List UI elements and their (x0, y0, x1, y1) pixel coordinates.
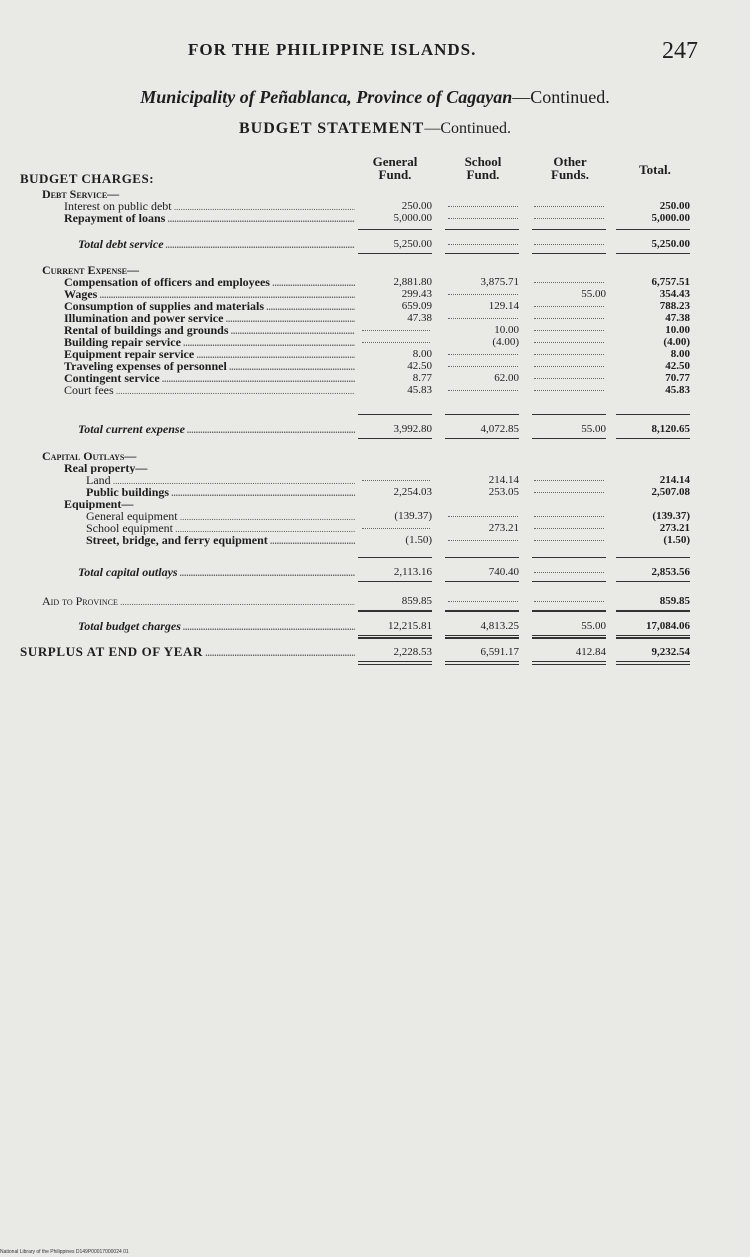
table-row (20, 200, 700, 212)
empty-cell-leader (534, 516, 604, 517)
row-label: Equipment— (64, 498, 134, 510)
sum-rule (445, 438, 519, 439)
cell-gen: 2,113.16 (393, 566, 432, 578)
cell-sch: 129.14 (488, 300, 519, 312)
sum-rule (532, 414, 606, 415)
cell-tot: 250.00 (659, 200, 690, 212)
empty-cell-leader (362, 342, 430, 343)
row-label: Debt Service— (42, 188, 120, 200)
cell-gen: 2,254.03 (393, 486, 432, 498)
cell-tot: 70.77 (665, 372, 690, 384)
column-header-other-funds: Other Funds. (551, 154, 589, 182)
sum-rule (445, 557, 519, 558)
sum-rule (532, 581, 606, 582)
empty-cell-leader (534, 318, 604, 319)
cell-sch: 4,072.85 (480, 423, 519, 435)
cell-sch: 253.05 (488, 486, 519, 498)
table-row (20, 423, 700, 435)
cell-sch: 4,813.25 (480, 620, 519, 632)
empty-cell-leader (534, 378, 604, 379)
row-label: BUDGET CHARGES: (20, 173, 155, 185)
cell-tot: 9,232.54 (651, 646, 690, 658)
sum-rule (358, 414, 432, 415)
sum-rule (532, 661, 606, 662)
row-label: Total debt service ..... (78, 238, 355, 251)
cell-tot: 47.38 (665, 312, 690, 324)
empty-cell-leader (534, 480, 604, 481)
sum-rule (445, 253, 519, 254)
cell-tot: 10.00 (665, 324, 690, 336)
cell-gen: 5,000.00 (393, 212, 432, 224)
sum-rule (358, 253, 432, 254)
cell-tot: 354.43 (659, 288, 690, 300)
empty-cell-leader (362, 480, 430, 481)
table-row (20, 300, 700, 312)
sum-rule (532, 635, 606, 636)
running-head: FOR THE PHILIPPINE ISLANDS. (188, 40, 477, 59)
sum-rule (358, 581, 432, 582)
empty-cell-leader (448, 540, 518, 541)
section-title (0, 120, 750, 138)
sum-rule (445, 611, 519, 612)
municipality-name: Municipality of Peñablanca, Province of Cagayan (140, 87, 513, 107)
table-row (20, 474, 700, 486)
row-label: Total current expense ..... (78, 423, 355, 436)
empty-cell-leader (448, 294, 518, 295)
section-title-suffix: —Continued. (424, 120, 512, 137)
table-row (20, 188, 700, 200)
municipality-subtitle (0, 87, 750, 108)
column-header-school-fund: School Fund. (464, 154, 502, 182)
table-row (20, 384, 700, 396)
empty-cell-leader (534, 390, 604, 391)
table-row (20, 566, 700, 578)
sum-rule (358, 229, 432, 230)
column-header-general-fund: General Fund. (372, 154, 418, 182)
empty-cell-leader (448, 244, 518, 245)
row-label: Wages ..... (64, 288, 355, 301)
sum-rule (616, 438, 690, 439)
cell-tot: 788.23 (659, 300, 690, 312)
cell-sch: 6,591.17 (480, 646, 519, 658)
cell-gen: 3,992.80 (393, 423, 432, 435)
cell-tot: 17,084.06 (646, 620, 690, 632)
sum-rule (358, 637, 432, 638)
cell-tot: 8.00 (670, 348, 690, 360)
table-row (20, 348, 700, 360)
sum-rule (616, 557, 690, 558)
cell-tot: 5,250.00 (651, 238, 690, 250)
cell-gen: (1.50) (405, 534, 432, 546)
cell-oth: 55.00 (581, 423, 606, 435)
row-label: Interest on public debt ..... (64, 200, 355, 213)
cell-tot: 5,000.00 (651, 212, 690, 224)
row-label: Court fees ..... (64, 384, 355, 397)
sum-rule (532, 229, 606, 230)
page-header (0, 38, 750, 68)
cell-tot: (4.00) (663, 336, 690, 348)
row-label: Contingent service ..... (64, 372, 355, 385)
table-row (20, 620, 700, 632)
empty-cell-leader (448, 354, 518, 355)
cell-gen: 8.77 (412, 372, 432, 384)
cell-sch: 3,875.71 (480, 276, 519, 288)
table-row (20, 276, 700, 288)
sum-rule (358, 661, 432, 662)
empty-cell-leader (534, 354, 604, 355)
empty-cell-leader (448, 318, 518, 319)
double-rule (445, 664, 519, 665)
sum-rule (445, 581, 519, 582)
cell-gen: 250.00 (401, 200, 432, 212)
cell-tot: (1.50) (663, 534, 690, 546)
table-row (20, 264, 700, 276)
table-row (20, 486, 700, 498)
cell-oth: 412.84 (575, 646, 606, 658)
row-label: Street, bridge, and ferry equipment ..... (86, 534, 355, 547)
empty-cell-leader (534, 528, 604, 529)
empty-cell-leader (534, 306, 604, 307)
cell-tot: 2,507.08 (651, 486, 690, 498)
sum-rule (358, 557, 432, 558)
table-row (20, 498, 700, 510)
sum-rule (358, 611, 432, 612)
table-row (20, 450, 700, 462)
sum-rule (532, 637, 606, 638)
row-label: Aid to Province ..... (42, 595, 355, 608)
sum-rule (532, 557, 606, 558)
row-label: Illumination and power service ..... (64, 312, 355, 325)
cell-sch: 214.14 (488, 474, 519, 486)
empty-cell-leader (534, 330, 604, 331)
table-row (20, 534, 700, 546)
cell-tot: 42.50 (665, 360, 690, 372)
row-label: Building repair service ..... (64, 336, 355, 349)
sum-rule (445, 414, 519, 415)
empty-cell-leader (534, 492, 604, 493)
table-row (20, 336, 700, 348)
cell-gen: 5,250.00 (393, 238, 432, 250)
cell-gen: 2,881.80 (393, 276, 432, 288)
sum-rule (532, 438, 606, 439)
cell-gen: 42.50 (407, 360, 432, 372)
table-row (20, 173, 700, 185)
cell-sch: 740.40 (488, 566, 519, 578)
scan-credit: National Library of the Philippines D149P00017000024 01 (0, 1249, 129, 1255)
row-label: Compensation of officers and employees ..... (64, 276, 355, 289)
empty-cell-leader (534, 342, 604, 343)
sum-rule (532, 611, 606, 612)
cell-oth: 55.00 (581, 288, 606, 300)
cell-tot: 45.83 (665, 384, 690, 396)
sum-rule (616, 229, 690, 230)
empty-cell-leader (534, 540, 604, 541)
double-rule (532, 664, 606, 665)
sum-rule (358, 438, 432, 439)
sum-rule (445, 229, 519, 230)
row-label: Public buildings ..... (86, 486, 355, 499)
table-row (20, 646, 700, 658)
double-rule (616, 638, 690, 639)
row-label: Repayment of loans ..... (64, 212, 355, 225)
cell-tot: 2,853.56 (651, 566, 690, 578)
cell-gen: 8.00 (412, 348, 432, 360)
cell-tot: 8,120.65 (651, 423, 690, 435)
table-row (20, 595, 700, 607)
sum-rule (532, 253, 606, 254)
cell-oth: 55.00 (581, 620, 606, 632)
table-row (20, 510, 700, 522)
empty-cell-leader (534, 366, 604, 367)
row-label: Rental of buildings and grounds ..... (64, 324, 355, 337)
row-label: General equipment ..... (86, 510, 355, 523)
row-label: Current Expense— (42, 264, 140, 276)
double-rule (616, 664, 690, 665)
table-row (20, 312, 700, 324)
empty-cell-leader (448, 206, 518, 207)
row-label: Real property— (64, 462, 148, 474)
empty-cell-leader (448, 601, 518, 602)
empty-cell-leader (534, 572, 604, 573)
sum-rule (616, 414, 690, 415)
section-title-caps: BUDGET STATEMENT (238, 120, 425, 137)
sum-rule (616, 253, 690, 254)
cell-gen: 12,215.81 (388, 620, 432, 632)
sum-rule (616, 611, 690, 612)
subtitle-suffix: —Continued. (512, 87, 610, 107)
cell-gen: 47.38 (407, 312, 432, 324)
cell-sch: (4.00) (492, 336, 519, 348)
empty-cell-leader (448, 218, 518, 219)
cell-tot: 273.21 (659, 522, 690, 534)
double-rule (358, 664, 432, 665)
empty-cell-leader (534, 218, 604, 219)
row-label: SURPLUS AT END OF YEAR ..... (20, 646, 355, 659)
sum-rule (616, 661, 690, 662)
row-label: Land ..... (86, 474, 355, 487)
table-row (20, 522, 700, 534)
cell-gen: 859.85 (401, 595, 432, 607)
cell-sch: 273.21 (488, 522, 519, 534)
cell-sch: 62.00 (494, 372, 519, 384)
empty-cell-leader (534, 601, 604, 602)
row-label: Capital Outlays— (42, 450, 137, 462)
empty-cell-leader (534, 244, 604, 245)
empty-cell-leader (534, 282, 604, 283)
table-row (20, 462, 700, 474)
double-rule (445, 638, 519, 639)
empty-cell-leader (448, 390, 518, 391)
sum-rule (445, 637, 519, 638)
sum-rule (445, 635, 519, 636)
cell-gen: 2,228.53 (393, 646, 432, 658)
table-row (20, 212, 700, 224)
cell-tot: 6,757.51 (651, 276, 690, 288)
sum-rule (358, 635, 432, 636)
page-number: 247 (662, 38, 698, 64)
empty-cell-leader (448, 516, 518, 517)
cell-sch: 10.00 (494, 324, 519, 336)
empty-cell-leader (362, 528, 430, 529)
table-row (20, 324, 700, 336)
row-label: Traveling expenses of personnel ..... (64, 360, 355, 373)
cell-tot: 214.14 (659, 474, 690, 486)
empty-cell-leader (448, 366, 518, 367)
table-row (20, 288, 700, 300)
double-rule (532, 638, 606, 639)
sum-rule (616, 581, 690, 582)
cell-gen: 45.83 (407, 384, 432, 396)
cell-tot: 859.85 (659, 595, 690, 607)
cell-gen: 299.43 (401, 288, 432, 300)
double-rule (358, 638, 432, 639)
row-label: School equipment ..... (86, 522, 355, 535)
cell-tot: (139.37) (652, 510, 690, 522)
cell-gen: (139.37) (394, 510, 432, 522)
table-row (20, 372, 700, 384)
row-label: Total capital outlays ..... (78, 566, 355, 579)
table-row (20, 360, 700, 372)
row-label: Total budget charges ..... (78, 620, 355, 633)
table-row (20, 238, 700, 250)
sum-rule (616, 637, 690, 638)
empty-cell-leader (362, 330, 430, 331)
row-label: Equipment repair service ..... (64, 348, 355, 361)
sum-rule (445, 661, 519, 662)
column-header-total: Total. (639, 162, 671, 177)
cell-gen: 659.09 (401, 300, 432, 312)
sum-rule (616, 635, 690, 636)
empty-cell-leader (534, 206, 604, 207)
row-label: Consumption of supplies and materials ..... (64, 300, 355, 313)
